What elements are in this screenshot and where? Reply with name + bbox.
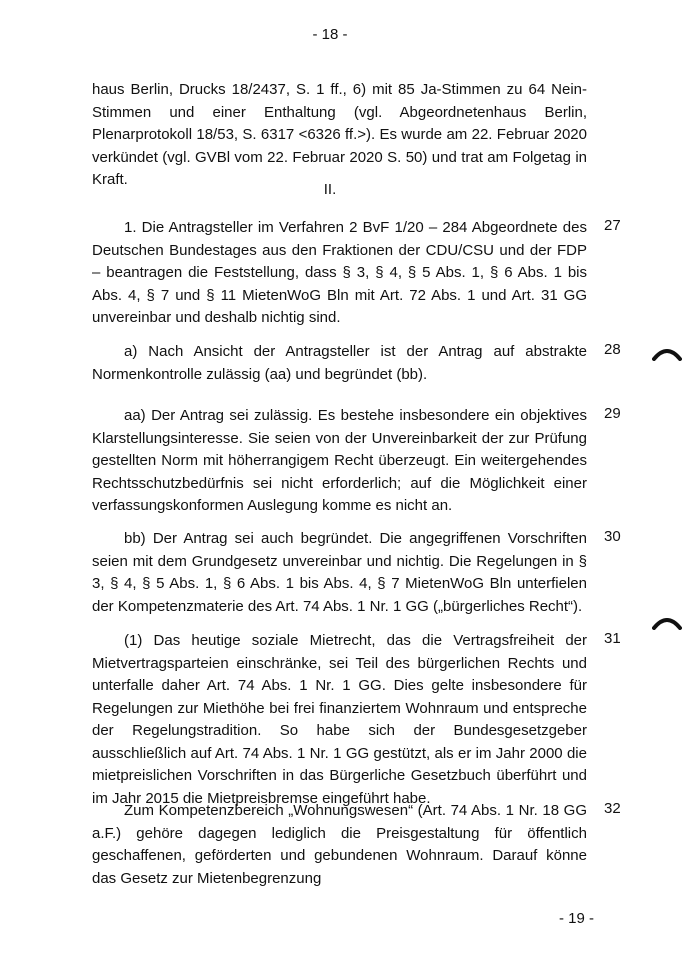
margin-number-29: 29 [604,405,621,422]
page-number-top: - 18 - [312,26,348,43]
page-number-bottom: - 19 - [558,910,594,927]
section-heading: II. [323,181,337,198]
margin-number-30: 30 [604,528,621,545]
bookmark-mark-icon [652,343,682,361]
paragraph-27: 1. Die Antragsteller im Verfahren 2 BvF 1/20 – 284 Abgeordnete des Deutschen Bundestages aus den Fraktionen der CDU/CSU und der FDP – beantragen die Feststellung, dass § 3, § 4, § 5 Abs. 1, § 6 Abs. 1 bis Abs. 4, § 7 und § 11 MietenWoG Bln mit Art. 72 Abs. 1 und Art. 31 GG unvereinbar und deshalb nichtig sind. [92,219,587,326]
margin-number-32: 32 [604,800,621,817]
paragraph-29: aa) Der Antrag sei zulässig. Es bestehe insbesondere ein objektives Klarstellungsinteresse. Sie seien von der Unvereinbarkeit der zur Prüfung gestellten Norm mit höherrangigem Recht überzeugt. Ein weitergehendes Rechtsschutzbedürfnis sei nicht erforderlich; auf die Möglichkeit einer verfassungskonformen Auslegung komme es nicht an. [92,407,587,514]
margin-number-27: 27 [604,217,621,234]
margin-number-31: 31 [604,630,621,647]
margin-number-28: 28 [604,341,621,358]
paragraph-30: bb) Der Antrag sei auch begründet. Die angegriffenen Vorschriften seien mit dem Grundgesetz unvereinbar und nichtig. Die Regelungen in § 3, § 4, § 5 Abs. 1, § 6 Abs. 1 bis Abs. 4, § 7 MietenWoG Bln unterfielen der Kompetenzmaterie des Art. 74 Abs. 1 Nr. 1 GG („bürgerliches Recht“). [92,530,587,615]
paragraph-32: Zum Kompetenzbereich „Wohnungswesen“ (Art. 74 Abs. 1 Nr. 18 GG a.F.) gehöre dagegen lediglich die Preisgestaltung für öffentlich geschaffenen, geförderten und gebundenen Wohnraum. Darauf könne das Gesetz zur Mietenbegrenzung [92,802,587,887]
paragraph-28: a) Nach Ansicht der Antragsteller ist der Antrag auf abstrakte Normenkontrolle zulässig (aa) und begründet (bb). [92,343,587,383]
paragraph-continuation: haus Berlin, Drucks 18/2437, S. 1 ff., 6) mit 85 Ja-Stimmen zu 64 Nein-Stimmen und einer Enthaltung (vgl. Abgeordnetenhaus Berlin, Plenarprotokoll 18/53, S. 6317 <6326 ff.>). Es wurde am 22. Februar 2020 verkündet (vgl. GVBl vom 22. Februar 2020 S. 50) und trat am Folgetag in Kraft. [92,81,587,188]
paragraph-31: (1) Das heutige soziale Mietrecht, das die Vertragsfreiheit der Mietvertragsparteien einschränke, sei Teil des bürgerlichen Rechts und unterfalle daher Art. 74 Abs. 1 Nr. 1 GG. Dies gelte insbesondere für Regelungen zur Miethöhe bei frei finanziertem Wohnraum und entspreche der Regelungstradition. So habe sich der Bundesgesetzgeber ausschließlich auf Art. 74 Abs. 1 Nr. 1 GG gestützt, als er im Jahr 2000 die mietpreislichen Vorschriften in das Bürgerliche Gesetzbuch überführt und im Jahr 2015 die Mietpreisbremse eingeführt habe. [92,632,587,807]
bookmark-mark-icon [652,612,682,630]
